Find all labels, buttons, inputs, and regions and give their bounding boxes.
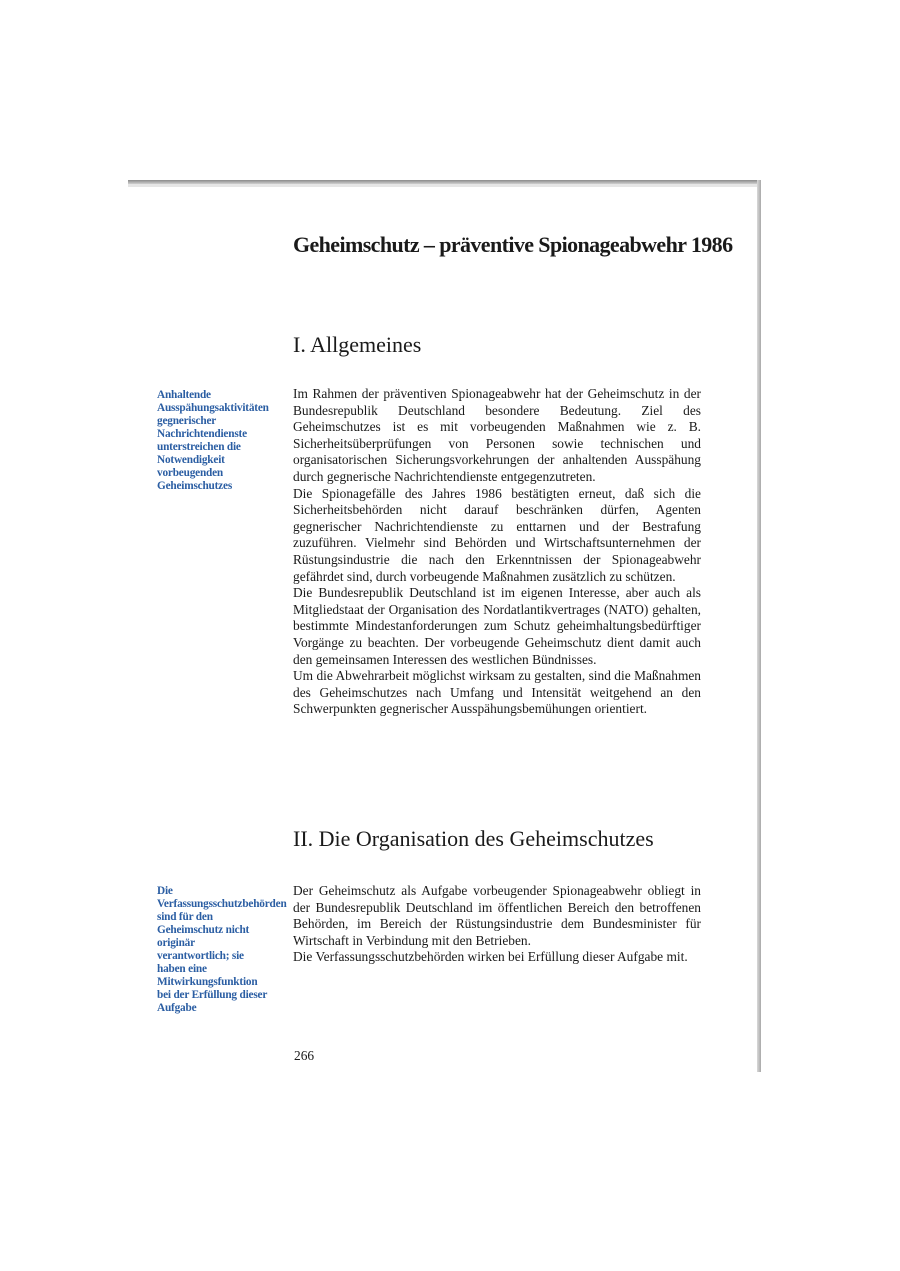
page-number: 266 [294,1048,315,1063]
paragraph: Um die Abwehrarbeit möglichst wirksam zu gestalten, sind die Maßnahmen des Geheimschutzes nach Umfang und Intensität weitgehend an den Schwerpunkten gegnerischer Ausspähungsbemühungen orientiert. [293,668,701,717]
paragraph: Im Rahmen der präventiven Spionageabwehr hat der Geheimschutz in der Bundesrepublik Deutschland besondere Bedeutung. Ziel des Geheimschutzes ist es mit vorbeugenden Maßnahmen wie z. B. Sicherheitsüberprüfungen von Personen sowie technischen und organisatorischen Sicherungsvorkehrungen der anhaltenden Ausspähung durch gegnerische Nachrichtendienste entgegenzutreten. [293,386,701,484]
paragraph: Die Bundesrepublik Deutschland ist im eigenen Interesse, aber auch als Mitgliedstaat der Organisation des Nordatlantikvertrages (NATO) gehalten, bestimmte Mindestanforderungen zum Schutz geheimhaltungsbedürftiger Vorgänge zu beachten. Der vorbeugende Geheimschutz dient damit auch den gemeinsamen Interessen des westlichen Bündnisses. [293,585,701,667]
paragraph: Der Geheimschutz als Aufgabe vorbeugender Spionageabwehr obliegt in der Bundesrepublik Deutschland im öffentlichen Bereich den betroffenen Behörden, im Bereich der Rüstungsindustrie dem Bundesminister für Wirtschaft in Verbindung mit den Betrieben. [293,883,701,948]
margin-note-verfassungsschutz: Die Verfassungsschutzbehörden sind für den Geheimschutz nicht originär verantwortlich; sie haben eine Mitwirkungsfunktion bei der Erfüllung dieser Aufgabe [157,885,287,1014]
page-right-edge [757,180,761,1072]
page-top-edge-shadow [128,184,760,187]
section-heading-allgemeines: I. Allgemeines [293,332,422,357]
paragraph: Die Spionagefälle des Jahres 1986 bestätigten erneut, daß sich die Sicherheitsbehörden nicht darauf beschränken dürfen, Agenten gegnerischer Nachrichtendienste zu enttarnen und der Bestrafung zuzuführen. Vielmehr sind Behörden und Wirtschaftsunternehmen der Rüstungsindustrie die nach den Erkenntnissen der Spionageabwehr gefährdet sind, durch vorbeugende Maßnahmen zusätzlich zu schützen. [293,485,701,584]
paragraph: Die Verfassungsschutzbehörden wirken bei Erfüllung dieser Aufgabe mit. [293,949,688,965]
margin-note-ausspaehung: Anhaltende Ausspähungsaktivitäten gegnerischer Nachrichtendienste unterstreichen die Notwendigkeit vorbeugenden Geheimschutzes [157,389,269,492]
page-title: Geheimschutz – präventive Spionageabwehr 1986 [293,232,733,257]
section-heading-organisation: II. Die Organisation des Geheimschutzes [293,826,654,851]
section-body-organisation [293,883,701,966]
section-body-allgemeines [293,386,701,718]
